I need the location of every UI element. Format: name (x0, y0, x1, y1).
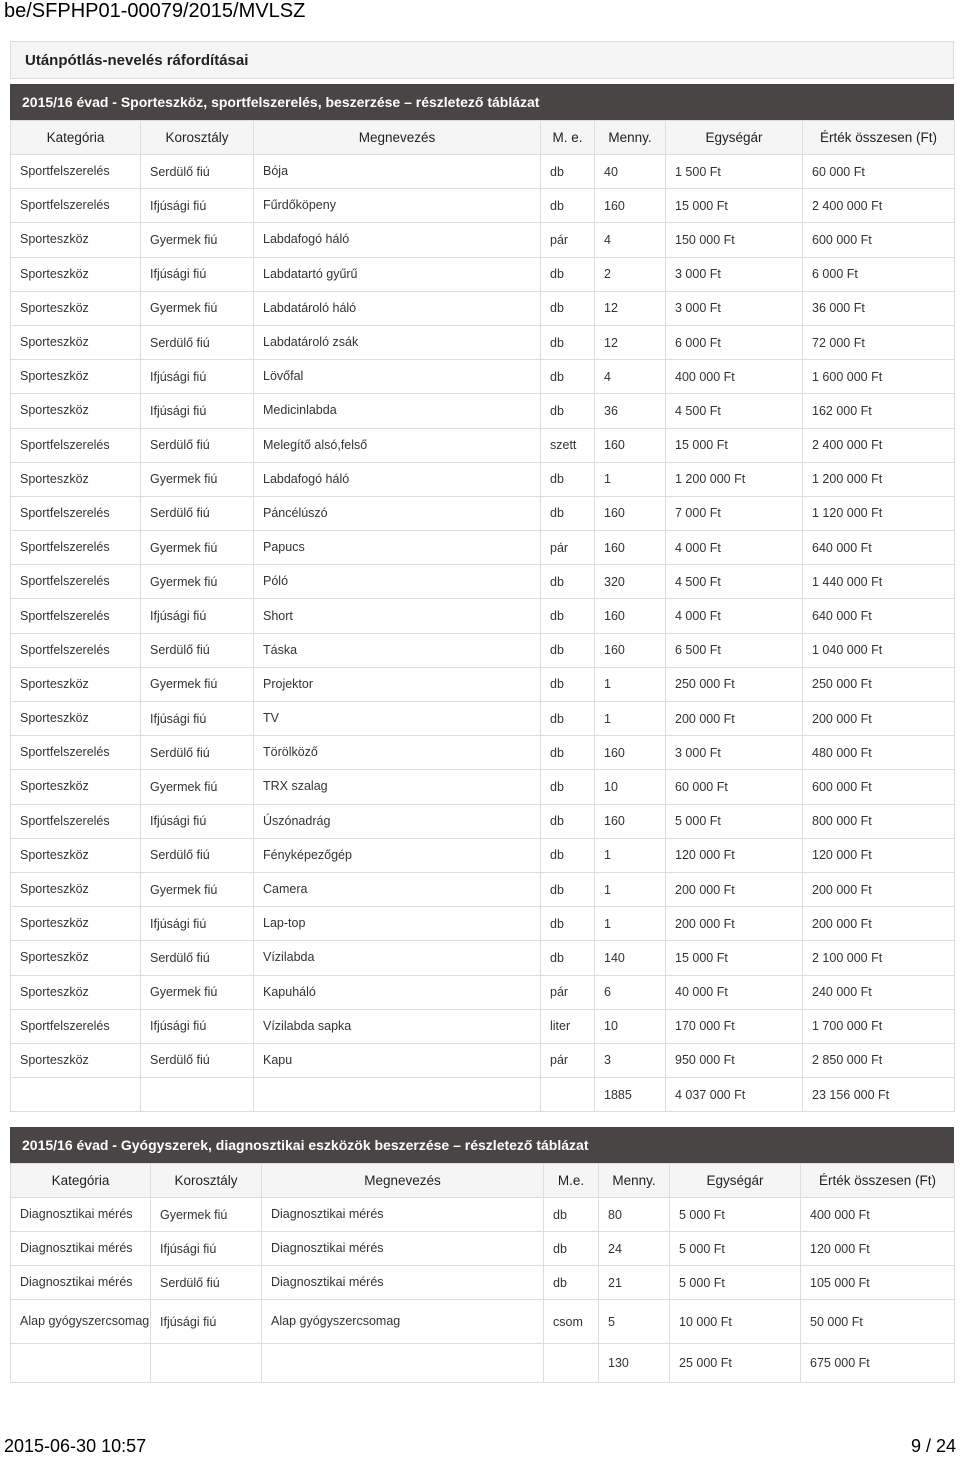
table-cell: Labdatároló háló (254, 291, 541, 325)
table-row (11, 462, 955, 496)
table-cell: 5 000 Ft (670, 1232, 801, 1266)
column-header: Megnevezés (254, 121, 541, 155)
table-cell: 160 (595, 804, 666, 838)
table-cell: 1 (595, 838, 666, 872)
table-cell: Ifjúsági fiú (151, 1232, 262, 1266)
table-cell: Póló (254, 565, 541, 599)
table1 (10, 120, 955, 1112)
table-row (11, 633, 955, 667)
table-cell: Vízilabda sapka (254, 1009, 541, 1043)
table-cell: db (541, 599, 595, 633)
table-cell: 15 000 Ft (666, 189, 803, 223)
table-cell: Gyermek fiú (141, 975, 254, 1009)
footer-timestamp: 2015-06-30 10:57 (4, 1436, 147, 1456)
table-cell: 250 000 Ft (803, 667, 955, 701)
column-header: Egységár (670, 1164, 801, 1198)
totals-cell (141, 1078, 254, 1112)
table-cell: 1 200 000 Ft (803, 462, 955, 496)
table-cell: 1 040 000 Ft (803, 633, 955, 667)
table-row (11, 394, 955, 428)
table-cell: Diagnosztikai mérés (262, 1232, 544, 1266)
table-row (11, 667, 955, 701)
table-cell: 200 000 Ft (666, 872, 803, 906)
table-cell: 800 000 Ft (803, 804, 955, 838)
table-cell: 21 (599, 1266, 670, 1300)
table-cell: 5 000 Ft (670, 1198, 801, 1232)
table-cell: Sporteszköz (11, 223, 141, 257)
column-header: Érték összesen (Ft) (803, 121, 955, 155)
section-title: Utánpótlás-nevelés ráfordításai (25, 52, 249, 69)
table-row (11, 496, 955, 530)
table-cell: Labdatároló zsák (254, 325, 541, 359)
column-header: Korosztály (141, 121, 254, 155)
column-header: M. e. (541, 121, 595, 155)
table-cell: 3 000 Ft (666, 291, 803, 325)
table-cell: 1 440 000 Ft (803, 565, 955, 599)
table-cell: Serdülő fiú (151, 1266, 262, 1300)
table-cell: 1 (595, 667, 666, 701)
table-cell: 60 000 Ft (803, 155, 955, 189)
table-cell: db (541, 291, 595, 325)
table-cell: db (541, 838, 595, 872)
table-cell: Labdafogó háló (254, 223, 541, 257)
table-cell: 162 000 Ft (803, 394, 955, 428)
table-cell: Sportfelszerelés (11, 633, 141, 667)
totals-cell (544, 1344, 599, 1383)
table-cell: Sporteszköz (11, 907, 141, 941)
table-row (11, 428, 955, 462)
table-cell: 160 (595, 428, 666, 462)
table-cell: Sporteszköz (11, 702, 141, 736)
table-cell: db (541, 257, 595, 291)
table-cell: TRX szalag (254, 770, 541, 804)
table-cell: Ifjúsági fiú (141, 599, 254, 633)
table-cell: Ifjúsági fiú (141, 360, 254, 394)
column-header: Kategória (11, 121, 141, 155)
table-cell: 6 000 Ft (803, 257, 955, 291)
table-cell: pár (541, 1043, 595, 1077)
table-cell: 15 000 Ft (666, 941, 803, 975)
table-row (11, 325, 955, 359)
totals-row (11, 1344, 955, 1383)
table-cell: Sporteszköz (11, 941, 141, 975)
column-header: Érték összesen (Ft) (801, 1164, 955, 1198)
table-cell: 600 000 Ft (803, 770, 955, 804)
table-cell: 160 (595, 496, 666, 530)
table-cell: db (541, 325, 595, 359)
table-row (11, 1009, 955, 1043)
table-cell: 36 000 Ft (803, 291, 955, 325)
table-cell: Sporteszköz (11, 1043, 141, 1077)
table-cell: db (541, 633, 595, 667)
table-cell: Serdülő fiú (141, 736, 254, 770)
table-row (11, 565, 955, 599)
table-cell: Lap-top (254, 907, 541, 941)
table-cell: 72 000 Ft (803, 325, 955, 359)
table-cell: 160 (595, 189, 666, 223)
table-cell: Projektor (254, 667, 541, 701)
table-cell: Sportfelszerelés (11, 599, 141, 633)
table-row (11, 941, 955, 975)
table-row (11, 838, 955, 872)
table-cell: Ifjúsági fiú (141, 907, 254, 941)
column-header: M.e. (544, 1164, 599, 1198)
table-cell: db (541, 155, 595, 189)
table-cell: 1 120 000 Ft (803, 496, 955, 530)
table-cell: Camera (254, 872, 541, 906)
table-cell: Bója (254, 155, 541, 189)
table-cell: 2 850 000 Ft (803, 1043, 955, 1077)
table-cell: Gyermek fiú (141, 667, 254, 701)
column-header: Megnevezés (262, 1164, 544, 1198)
table-cell: 160 (595, 599, 666, 633)
totals-cell: 1885 (595, 1078, 666, 1112)
table-cell: pár (541, 223, 595, 257)
table-cell: 1 600 000 Ft (803, 360, 955, 394)
table-cell: 5 000 Ft (670, 1266, 801, 1300)
table-cell: Diagnosztikai mérés (262, 1266, 544, 1300)
table-cell: 50 000 Ft (801, 1300, 955, 1344)
table-cell: 160 (595, 531, 666, 565)
table-cell: Gyermek fiú (141, 872, 254, 906)
table-cell: db (541, 496, 595, 530)
column-header: Egységár (666, 121, 803, 155)
table-cell: Labdatartó gyűrű (254, 257, 541, 291)
table-cell: db (541, 907, 595, 941)
table-cell: Serdülő fiú (141, 428, 254, 462)
table-row (11, 257, 955, 291)
footer-page-number: 9 / 24 (910, 1436, 956, 1456)
table-row (11, 702, 955, 736)
table-cell: 4 000 Ft (666, 599, 803, 633)
table-cell: 1 (595, 872, 666, 906)
table-row (11, 804, 955, 838)
table-cell: 6 (595, 975, 666, 1009)
table-cell: 600 000 Ft (803, 223, 955, 257)
table-cell: 140 (595, 941, 666, 975)
table-cell: db (541, 394, 595, 428)
table-cell: 3 000 Ft (666, 257, 803, 291)
table-cell: 4 000 Ft (666, 531, 803, 565)
table2-title: 2015/16 évad - Gyógyszerek, diagnosztikai eszközök beszerzése – részletező táblázat (22, 1137, 589, 1153)
table-cell: Serdülő fiú (141, 155, 254, 189)
table-cell: Lövőfal (254, 360, 541, 394)
table-cell: 250 000 Ft (666, 667, 803, 701)
table-cell: Papucs (254, 531, 541, 565)
table-row (11, 223, 955, 257)
table-cell: Sporteszköz (11, 257, 141, 291)
document-id: be/SFPHP01-00079/2015/MVLSZ (4, 0, 306, 22)
table-cell: Labdafogó háló (254, 462, 541, 496)
table-cell: Törölköző (254, 736, 541, 770)
table2 (10, 1163, 955, 1383)
table-cell: Sporteszköz (11, 667, 141, 701)
table-row (11, 1043, 955, 1077)
table-cell: 170 000 Ft (666, 1009, 803, 1043)
totals-cell: 23 156 000 Ft (803, 1078, 955, 1112)
table-cell: 15 000 Ft (666, 428, 803, 462)
totals-cell (11, 1078, 141, 1112)
table-cell: Gyermek fiú (141, 223, 254, 257)
table-cell: 40 (595, 155, 666, 189)
table-cell: Short (254, 599, 541, 633)
table-cell: 640 000 Ft (803, 531, 955, 565)
table-cell: Serdülő fiú (141, 1043, 254, 1077)
column-header: Menny. (599, 1164, 670, 1198)
table-cell: liter (541, 1009, 595, 1043)
table-cell: 950 000 Ft (666, 1043, 803, 1077)
table-cell: 1 (595, 907, 666, 941)
table-cell: 5 000 Ft (666, 804, 803, 838)
table-row (11, 872, 955, 906)
table-cell: db (541, 736, 595, 770)
table-row (11, 360, 955, 394)
table-cell: 4 (595, 360, 666, 394)
table-cell: 200 000 Ft (803, 872, 955, 906)
table2-title-bar (10, 1127, 954, 1163)
totals-cell (254, 1078, 541, 1112)
totals-cell: 130 (599, 1344, 670, 1383)
table-cell: Táska (254, 633, 541, 667)
table-cell: 120 000 Ft (801, 1232, 955, 1266)
table-cell: db (541, 872, 595, 906)
table-cell: Serdülő fiú (141, 496, 254, 530)
totals-cell: 25 000 Ft (670, 1344, 801, 1383)
table-cell: 10 (595, 1009, 666, 1043)
table-cell: Gyermek fiú (151, 1198, 262, 1232)
table-cell: Melegítő alsó,felső (254, 428, 541, 462)
table-cell: 105 000 Ft (801, 1266, 955, 1300)
table-row (11, 1198, 955, 1232)
table-row (11, 189, 955, 223)
table-cell: Sporteszköz (11, 325, 141, 359)
table-cell: Kapuháló (254, 975, 541, 1009)
table-cell: 4 500 Ft (666, 394, 803, 428)
table-cell: Sportfelszerelés (11, 155, 141, 189)
table-cell: csom (544, 1300, 599, 1344)
table-cell: 160 (595, 736, 666, 770)
table-cell: Sportfelszerelés (11, 428, 141, 462)
table-row (11, 1266, 955, 1300)
table-cell: 2 (595, 257, 666, 291)
table-cell: 24 (599, 1232, 670, 1266)
table-cell: 80 (599, 1198, 670, 1232)
table-cell: 120 000 Ft (803, 838, 955, 872)
table-cell: Fűrdőköpeny (254, 189, 541, 223)
table-row (11, 770, 955, 804)
table-cell: Ifjúsági fiú (151, 1300, 262, 1344)
table-cell: Diagnosztikai mérés (11, 1232, 151, 1266)
table-cell: Páncélúszó (254, 496, 541, 530)
table-cell: 400 000 Ft (801, 1198, 955, 1232)
table-cell: Diagnosztikai mérés (262, 1198, 544, 1232)
table-cell: TV (254, 702, 541, 736)
table-cell: db (541, 702, 595, 736)
table-cell: Ifjúsági fiú (141, 257, 254, 291)
table-cell: 480 000 Ft (803, 736, 955, 770)
table-cell: 2 400 000 Ft (803, 189, 955, 223)
table-cell: Kapu (254, 1043, 541, 1077)
table-cell: db (541, 565, 595, 599)
table-cell: Sporteszköz (11, 360, 141, 394)
table-cell: db (541, 462, 595, 496)
table-cell: Sporteszköz (11, 838, 141, 872)
table-cell: Sportfelszerelés (11, 804, 141, 838)
table-cell: 4 (595, 223, 666, 257)
table-cell: 12 (595, 325, 666, 359)
table-cell: db (541, 770, 595, 804)
table-cell: Gyermek fiú (141, 462, 254, 496)
table-row (11, 907, 955, 941)
table-cell: db (544, 1198, 599, 1232)
table-cell: 320 (595, 565, 666, 599)
table-cell: db (544, 1266, 599, 1300)
table-cell: 60 000 Ft (666, 770, 803, 804)
table-cell: Ifjúsági fiú (141, 1009, 254, 1043)
table-cell: 1 700 000 Ft (803, 1009, 955, 1043)
table-cell: 36 (595, 394, 666, 428)
table-cell: Sporteszköz (11, 975, 141, 1009)
table-cell: Ifjúsági fiú (141, 804, 254, 838)
table-cell: szett (541, 428, 595, 462)
table-cell: Alap gyógyszercsomag (262, 1300, 544, 1344)
table-cell: Sporteszköz (11, 462, 141, 496)
column-header: Menny. (595, 121, 666, 155)
table1-title: 2015/16 évad - Sporteszköz, sportfelszerelés, beszerzése – részletező táblázat (22, 94, 540, 110)
table-cell: Úszónadrág (254, 804, 541, 838)
table-cell: Sportfelszerelés (11, 189, 141, 223)
table-cell: 150 000 Ft (666, 223, 803, 257)
table-cell: Medicinlabda (254, 394, 541, 428)
table-cell: 40 000 Ft (666, 975, 803, 1009)
table-cell: Sporteszköz (11, 872, 141, 906)
table-cell: Gyermek fiú (141, 565, 254, 599)
totals-cell (151, 1344, 262, 1383)
table-cell: 120 000 Ft (666, 838, 803, 872)
table-cell: Sportfelszerelés (11, 496, 141, 530)
table-cell: Sportfelszerelés (11, 565, 141, 599)
table-cell: 3 000 Ft (666, 736, 803, 770)
totals-cell (11, 1344, 151, 1383)
table-row (11, 599, 955, 633)
table-cell: 7 000 Ft (666, 496, 803, 530)
section-title-box (10, 41, 954, 79)
table-cell: Serdülő fiú (141, 941, 254, 975)
totals-cell: 675 000 Ft (801, 1344, 955, 1383)
table-cell: 200 000 Ft (666, 907, 803, 941)
table-cell: 1 200 000 Ft (666, 462, 803, 496)
table-cell: Ifjúsági fiú (141, 702, 254, 736)
table-cell: 10 000 Ft (670, 1300, 801, 1344)
table-cell: Sporteszköz (11, 770, 141, 804)
table-row (11, 975, 955, 1009)
table-cell: Gyermek fiú (141, 531, 254, 565)
column-header: Kategória (11, 1164, 151, 1198)
table-cell: 10 (595, 770, 666, 804)
table-cell: db (544, 1232, 599, 1266)
table-row (11, 736, 955, 770)
table-cell: 1 (595, 702, 666, 736)
table-cell: 2 100 000 Ft (803, 941, 955, 975)
table-row (11, 291, 955, 325)
table-cell: Vízilabda (254, 941, 541, 975)
table-cell: 1 (595, 462, 666, 496)
table-cell: db (541, 804, 595, 838)
table-cell: 6 000 Ft (666, 325, 803, 359)
table-cell: 1 500 Ft (666, 155, 803, 189)
table-cell: Sportfelszerelés (11, 1009, 141, 1043)
table-cell: Fényképezőgép (254, 838, 541, 872)
table-cell: Serdülő fiú (141, 838, 254, 872)
table-cell: db (541, 667, 595, 701)
table-cell: 200 000 Ft (803, 702, 955, 736)
table-cell: 5 (599, 1300, 670, 1344)
table-cell: Gyermek fiú (141, 770, 254, 804)
table-cell: Sporteszköz (11, 394, 141, 428)
table-cell: 3 (595, 1043, 666, 1077)
table-cell: Sportfelszerelés (11, 531, 141, 565)
table-cell: 640 000 Ft (803, 599, 955, 633)
table-cell: Alap gyógyszercsomag (11, 1300, 151, 1344)
table-cell: 6 500 Ft (666, 633, 803, 667)
table-cell: 240 000 Ft (803, 975, 955, 1009)
totals-cell: 4 037 000 Ft (666, 1078, 803, 1112)
totals-cell (541, 1078, 595, 1112)
table-cell: db (541, 360, 595, 394)
table-row (11, 155, 955, 189)
table-cell: Diagnosztikai mérés (11, 1266, 151, 1300)
table-cell: 2 400 000 Ft (803, 428, 955, 462)
table-cell: Serdülő fiú (141, 325, 254, 359)
totals-row (11, 1078, 955, 1112)
table-cell: Gyermek fiú (141, 291, 254, 325)
table-row (11, 531, 955, 565)
table-cell: pár (541, 531, 595, 565)
table-cell: 400 000 Ft (666, 360, 803, 394)
table-cell: Serdülő fiú (141, 633, 254, 667)
table-cell: db (541, 189, 595, 223)
column-header: Korosztály (151, 1164, 262, 1198)
table-cell: 4 500 Ft (666, 565, 803, 599)
table-cell: 200 000 Ft (803, 907, 955, 941)
table-cell: 200 000 Ft (666, 702, 803, 736)
table1-title-bar (10, 84, 954, 120)
table-cell: db (541, 941, 595, 975)
table-row (11, 1300, 955, 1344)
table-row (11, 1232, 955, 1266)
table-cell: 12 (595, 291, 666, 325)
table-cell: 160 (595, 633, 666, 667)
table-cell: Diagnosztikai mérés (11, 1198, 151, 1232)
table-cell: pár (541, 975, 595, 1009)
table-cell: Sporteszköz (11, 291, 141, 325)
table-cell: Sportfelszerelés (11, 736, 141, 770)
table-cell: Ifjúsági fiú (141, 394, 254, 428)
table-cell: Ifjúsági fiú (141, 189, 254, 223)
totals-cell (262, 1344, 544, 1383)
